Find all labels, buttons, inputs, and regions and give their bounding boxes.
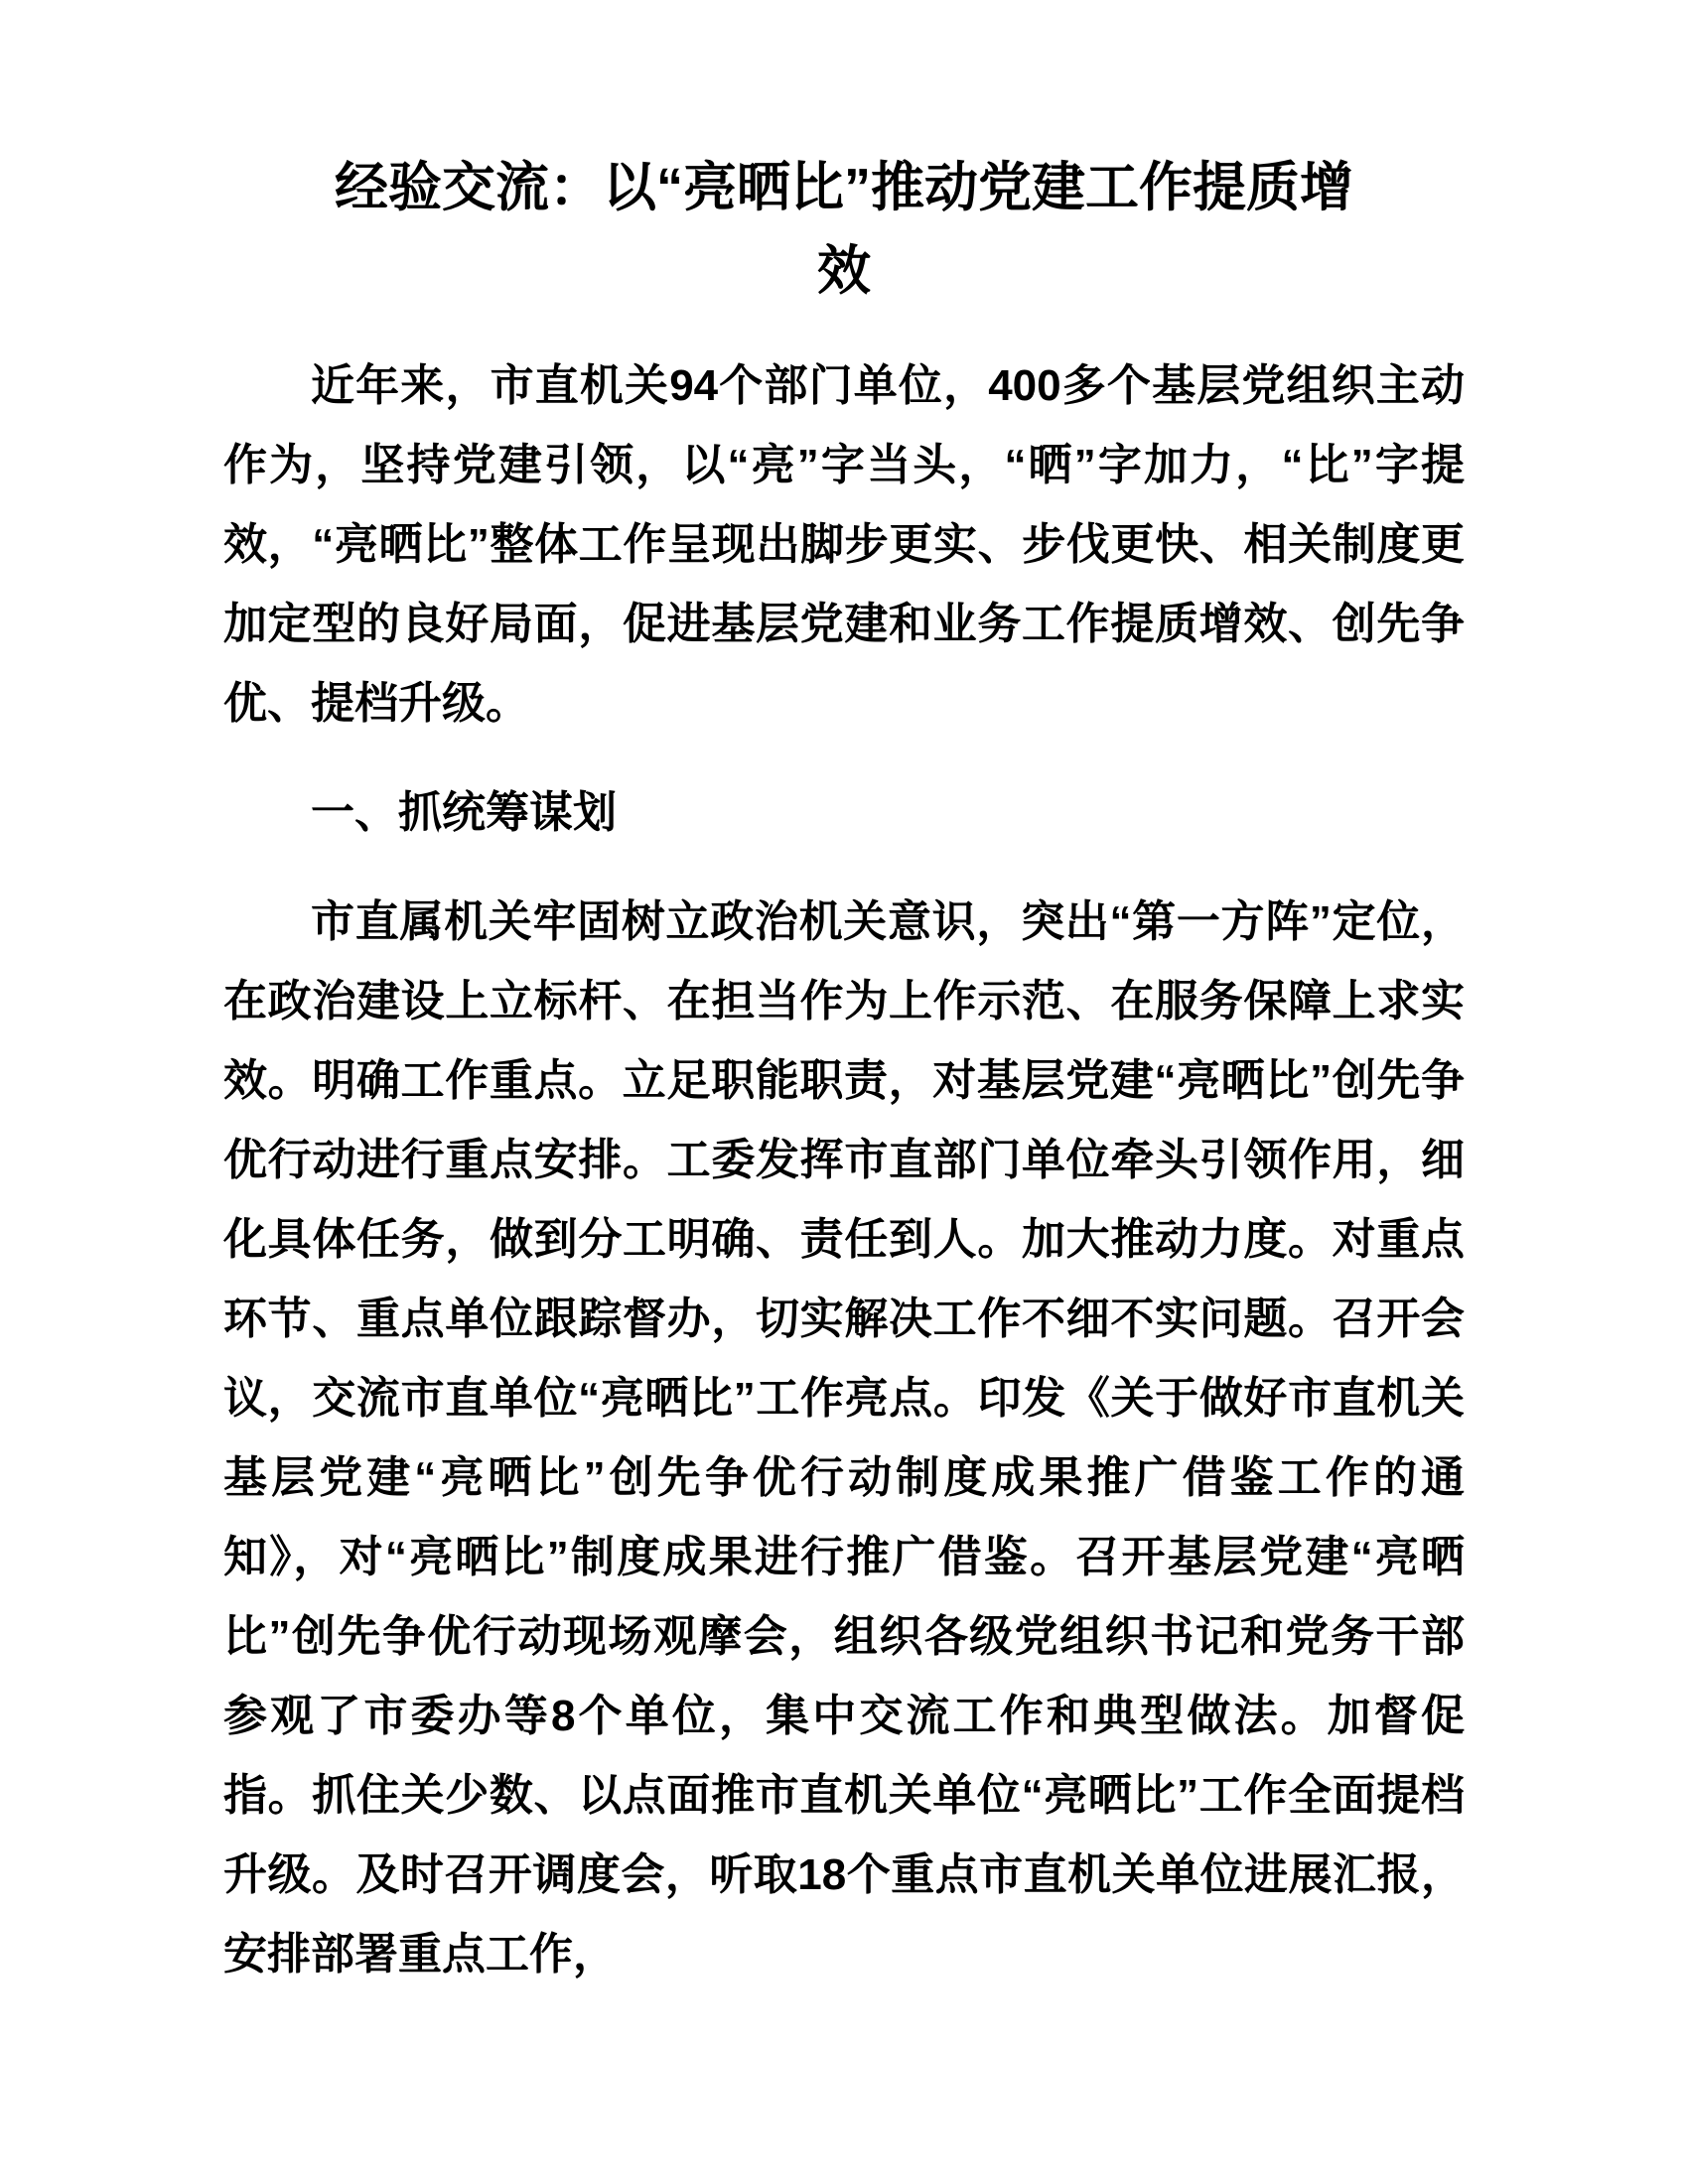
section-heading-1: 一、抓统筹谋划 bbox=[311, 788, 617, 838]
document-title bbox=[223, 147, 1465, 313]
paragraph-intro: 近年来，市直机关94个部门单位，400多个基层党组织主动作为，坚持党建引领，以“亮”字当头，“晒”字加力，“比”字提效，“亮晒比”整体工作呈现出脚步更实、步伐更快、相关制度更加定型的良好局面，促进基层党建和业务工作提质增效、创先争优、提档升级。 bbox=[223, 361, 1465, 729]
document-title-line-2: 效 bbox=[817, 240, 871, 301]
document-title-line-1: 经验交流：以“亮晒比”推动党建工作提质增 bbox=[335, 158, 1353, 217]
paragraph-section-1: 市直属机关牢固树立政治机关意识，突出“第一方阵”定位，在政治建设上立标杆、在担当作为上作示范、在服务保障上求实效。明确工作重点。立足职能职责，对基层党建“亮晒比”创先争优行动进行重点安排。工委发挥市直部门单位牵头引领作用，细化具体任务，做到分工明确、责任到人。加大推动力度。对重点环节、重点单位跟踪督办，切实解决工作不细不实问题。召开会议，交流市直单位“亮晒比”工作亮点。印发《关于做好市直机关基层党建“亮晒比”创先争优行动制度成果推广借鉴工作的通知》，对“亮晒比”制度成果进行推广借鉴。召开基层党建“亮晒比”创先争优行动现场观摩会，组织各级党组织书记和党务干部参观了市委办等8个单位，集中交流工作和典型做法。加督促指。抓住关少数、以点面推市直机关单位“亮晒比”工作全面提档升级。及时召开调度会，听取18个重点市直机关单位进展汇报，安排部署重点工作， bbox=[223, 897, 1465, 1979]
document-body bbox=[223, 346, 1465, 1994]
